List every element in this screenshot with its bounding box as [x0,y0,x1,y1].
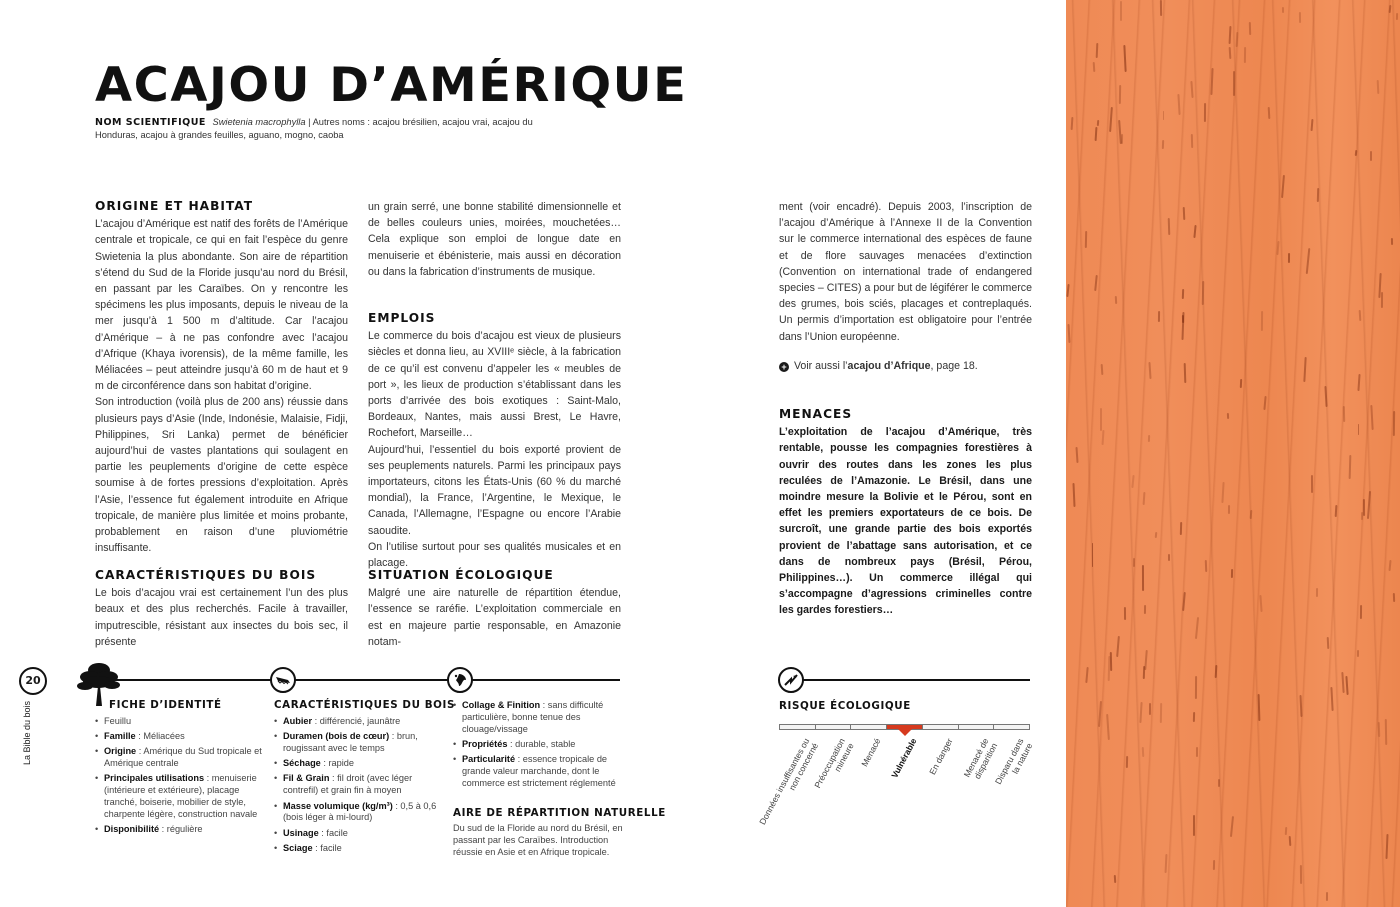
risk-segment [816,725,852,729]
wood-grain-streak [1195,617,1199,639]
section-heading-caracteristiques: CARACTÉRISTIQUES DU BOIS [95,568,317,582]
wood-grain-streak [1114,296,1116,305]
wood-grain-streak [1133,558,1135,567]
wood-grain-streak [1385,719,1387,745]
caracteristiques-box-heading: CARACTÉRISTIQUES DU BOIS [274,699,455,711]
see-also-target[interactable]: acajou d’Afrique [847,360,931,372]
wood-grain-streak [1345,676,1348,695]
wood-grain-streak [1143,605,1145,614]
wood-grain-streak [1142,565,1144,591]
wood-grain-streak [1391,238,1393,245]
wood-grain-streak [1377,80,1379,94]
wood-grain-streak [1106,714,1109,740]
risk-level-label: Disparu dans la nature [993,736,1035,786]
wood-grain-streak [1202,281,1204,305]
wood-grain-streak [1249,510,1251,519]
properties-list [453,700,633,790]
wood-grain-streak [1182,312,1185,340]
wood-grain-streak [1109,107,1112,132]
wood-grain-streak [1259,595,1262,612]
wood-grain-streak [1192,712,1194,722]
wood-grain-streak [1182,592,1185,611]
wood-grain-streak [1068,324,1071,343]
wood-grain-streak [1163,111,1165,120]
caracteristique-item: • Sciage : facile [274,843,444,855]
wood-grain-streak [1178,94,1181,115]
plus-circle-icon: + [779,362,789,372]
wood-grain-streak [1164,854,1166,873]
wood-grain-streak [1289,836,1291,846]
scientific-name-label: NOM SCIENTIFIQUE [95,117,206,128]
wood-grain-streak [1212,860,1214,870]
property-item: • Propriétés : durable, stable [453,739,633,751]
wood-grain-streak [1235,32,1237,47]
wood-grain-streak [1240,379,1242,388]
risk-segment [994,725,1029,729]
wood-grain-streak [1142,492,1144,505]
menaces-paragraph: L’exploitation de l’acajou d’Amérique, très rentable, pousse les compagnies forestières à ouvrir des routes dans les zones les plus reculées de l’Amazonie. Le Brésil, dans une moindre mesure la Bolivie et le Pérou, sont en effet les premiers exportateurs de ce bois. De surcroît, une grande partie des bois exportés provient de l’abattage sans autorisation, et ce dans de nombreux pays (Brésil, Pérou, Philippines…). Un commerce illégal qui s’accompagne d’agressions criminelles contre les gardes forestiers… [779,426,1032,617]
wood-grain-streak [1126,756,1128,768]
wood-grain-streak [1311,475,1313,493]
wood-grain-streak [1363,499,1365,516]
wood-grain-streak [1229,47,1231,59]
caracteristiques-list [274,716,444,855]
wood-grain-streak [1100,408,1102,431]
wood-grain-streak [1114,875,1116,883]
wood-grain-streak [1160,703,1162,723]
wood-grain-streak [1370,405,1373,430]
wood-grain-streak [1160,0,1162,16]
wood-grain-streak [1393,411,1395,436]
wood-grain-streak [1066,284,1069,297]
caracteristique-item: • Fil & Grain : fil droit (avec léger contrefil) et grain fin à moyen [274,773,444,797]
wood-grain-streak [1230,816,1234,837]
wood-grain-streak [1155,532,1157,538]
fiche-list [95,716,265,836]
wood-grain-streak [1357,650,1359,657]
column-1-lower [95,567,348,650]
wood-grain-streak [1281,175,1284,198]
wood-grain-streak [1311,119,1313,131]
wood-grain-streak [1395,13,1397,20]
wood-grain-streak [1191,81,1194,98]
wood-grain-streak [1267,107,1269,119]
wood-grain-streak [1227,413,1229,419]
origine-paragraph-1: L’acajou d’Amérique est natif des forêts de l’Amérique centrale et tropicale, ce qui en fait l’espèce du genre Swietenia la plus abondante. Son aire de répartition s’étend du Sud de la Floride jusqu’au nord du Brésil, en passant par les Caraïbes. On y rencontre les spécimens les plus imposants, depuis le niveau de la mer jusqu’à 1 500 m d’altitude. Car l’acajou d’Amérique – à ne pas confondre avec l’acajou d’Afrique (Khaya ivorensis), de la même famille, les Méliacées – peut atteindre jusqu’à 60 m de haut et 9 m de circonférence dans son habitat d’origine. [95,218,348,393]
wood-grain-streak [1285,827,1287,835]
wood-grain-streak [1348,455,1350,479]
wood-grain-streak [1070,117,1072,130]
risk-level-label: Menacé [859,736,883,769]
wood-grain-streak [1341,672,1344,693]
saw-blade-icon [270,667,296,693]
origine-paragraph-2: Son introduction (voilà plus de 200 ans) réussie dans plusieurs pays d’Asie (Inde, Indonésie, Malaisie, Fidji, Philippines, Sri Lanka) permet de bénéficier aujourd’hui de vastes plantations qui soulagent en partie les peuplements d’origine de cette espèce soumise à de fortes pressions d’exploitation. Après l’Asie, l’essence fut également introduite en Afrique tropicale, de manière plus limitée et moins probante, probablement en raison d’une pluviométrie insuffisante. [95,396,348,555]
risk-level-label: Menacé de disparition [961,736,999,781]
fiche-item: • Feuillu [95,716,265,728]
wood-grain-streak [1218,779,1220,787]
fiche-item: • Principales utilisations : menuiserie (intérieure et extérieure), placage tranché, boiserie, mobilier de style, charpente légère, construction navale [95,773,265,820]
wood-grain-streak [1385,834,1388,859]
wood-grain-streak [1221,482,1224,503]
wood-grain-streak [1144,650,1147,670]
wood-grain-streak [1179,522,1181,536]
wood-grain-streak [1276,241,1279,255]
wood-grain-streak [1316,588,1318,597]
wood-grain-streak [1325,386,1328,407]
wood-grain-streak [1183,363,1185,383]
wood-grain-streak [1393,593,1395,602]
wood-grain-streak [1370,151,1372,161]
section-heading-origine: ORIGINE ET HABITAT [95,199,254,213]
wood-grain-streak [1263,396,1266,410]
wood-grain-streak [1116,636,1119,657]
see-also-link[interactable]: + Voir aussi l’acajou d’Afrique, page 18. [779,360,978,372]
wood-grain-streak [1335,505,1337,518]
caracteristique-item: • Masse volumique (kg/m³) : 0,5 à 0,6 (bois léger à mi-lourd) [274,801,444,825]
risk-level-label: Vulnérable [889,736,919,780]
wood-grain-streak [1354,150,1356,156]
wood-grain-streak [1148,435,1150,443]
aire-text: Du sud de la Floride au nord du Brésil, en passant par les Caraïbes. Introduction réussie en Asie et en Afrique tropicale. [453,823,623,857]
wood-grain-streak [1231,569,1233,578]
risk-pointer-icon [898,729,912,736]
wood-grain-streak [1118,120,1121,144]
wood-grain-streak [1211,68,1214,95]
caracteristique-item: • Séchage : rapide [274,758,444,770]
wood-grain-streak [1140,702,1143,723]
wood-grain-streak [1215,665,1217,678]
section-heading-menaces: MENACES [779,407,853,421]
wood-grain-streak [1120,1,1122,21]
wood-grain-streak [1342,406,1344,422]
wood-grain-streak [1085,667,1088,683]
wood-grain-streak [1258,694,1260,721]
wood-grain-streak [1229,26,1231,44]
risk-heading: RISQUE ÉCOLOGIQUE [779,700,911,712]
lightning-icon [778,667,804,693]
wood-grain-streak [1326,892,1328,901]
wood-grain-streak [1205,560,1207,572]
situation-paragraph-part-1: Malgré une aire naturelle de répartition étendue, l’essence se raréfie. L’exploitation commerciale en est en majeure partie responsable, en Amazonie notam- [368,587,621,648]
situation-paragraph-part-2: ment (voir encadré). Depuis 2003, l’inscription de l’acajou d’Amérique à l’Annexe II de la Convention sur le commerce international des espèces de faune et de flore sauvages menacées d’extinction (Convention on international trade of endangered species – CITES) a pour but de légiférer le commerce des grumes, bois sciés, placages et contreplaqués. Un permis d’importation est obligatoire pour l’entrée dans l’Union européenne. [779,201,1032,343]
wood-grain-streak [1085,231,1087,248]
caracteristique-item: • Usinage : facile [274,828,444,840]
wood-grain-streak [1244,47,1246,63]
wood-grain-streak [1102,430,1104,445]
wood-grain-streak [1300,865,1302,884]
aire-heading: AIRE DE RÉPARTITION NATURELLE [453,807,666,819]
wood-grain-streak [1233,71,1235,96]
wood-grain-streak [1168,218,1170,236]
wood-grain-streak [1098,701,1101,727]
caracteristiques-paragraph-part-2: un grain serré, une bonne stabilité dimensionnelle et de belles couleurs unies, moirées, mouchetées… Cela explique son emploi de longue date en menuiserie et ébénisterie, mais aussi en décoration ou dans la fabrication d’instruments de musique. [368,201,621,278]
wood-grain-streak [1097,120,1099,126]
fiche-identite-box [95,700,265,839]
emplois-paragraph-2: Aujourd’hui, l’essentiel du bois exporté provient de ses peuplements naturels. Parmi les principaux pays importateurs, citons les États-Unis (60 % du marché mondial), la France, l’Argentine, le Mexique, le Canada, l’Allemagne, l’Espagne ou encore l’Arabie saoudite. [368,443,621,537]
wood-grain-streak [1100,364,1102,375]
wood-grain-streak [1299,695,1302,717]
wood-sample-image [1066,0,1400,907]
fiche-item: • Disponibilité : régulière [95,824,265,836]
properties-box [453,700,633,793]
globe-icon [447,667,473,693]
wood-grain-streak [1330,687,1333,711]
wood-grain-streak [1360,605,1362,619]
wood-grain-streak [1388,560,1391,572]
fiche-heading: FICHE D’IDENTITÉ [109,699,222,711]
column-2 [368,199,621,280]
wood-grain-streak [1381,292,1383,308]
scientific-name-line [95,116,565,142]
risk-segment [923,725,959,729]
aire-repartition-box [453,807,666,858]
wood-grain-streak [1204,103,1206,122]
wood-grain-streak [1358,374,1361,391]
wood-grain-streak [1193,225,1196,238]
wood-grain-streak [1249,22,1251,35]
column-2-emplois [368,310,621,571]
wood-grain-streak [1110,652,1112,671]
wood-grain-streak [1303,357,1306,382]
property-item: • Collage & Finition : sans difficulté particulière, bonne tenue des clouage/vissage [453,700,633,735]
wood-grain-streak [1119,85,1121,104]
wood-grain-streak [1193,815,1195,836]
wood-grain-streak [1228,505,1230,514]
wood-grain-streak [1299,12,1301,23]
scientific-name: Swietenia macrophylla [212,117,306,127]
bottom-divider-left [100,679,620,681]
risk-level-label: En danger [926,736,955,777]
property-item: • Particularité : essence tropicale de grande valeur marchande, dont le commerce est strictement réglementé [453,754,633,789]
wood-grain-streak [1095,43,1097,58]
wood-grain-streak [1317,188,1319,202]
wood-grain-streak [1148,362,1151,379]
wood-grain-streak [1261,311,1263,331]
menaces-box [779,406,1032,619]
other-names: | Autres noms : acajou brésilien, acajou vrai, acajou du Honduras, acajou à grandes feuilles, aguano, mogno, caoba [95,117,533,140]
column-1 [95,198,348,556]
wood-grain-streak [1367,491,1371,519]
wood-grain-streak [1288,253,1290,263]
page-number-badge: 20 [19,667,47,695]
risk-segment [851,725,887,729]
risk-scale-labels [756,733,1035,827]
wood-grain-streak [1142,747,1144,757]
wood-grain-streak [1158,311,1160,322]
emplois-paragraph-1: Le commerce du bois d’acajou est vieux de plusieurs siècles et donna lieu, au XVIIIᵉ siècle, à la fabrication de ce qu’il est convenu d’appeler les « meubles de port », les lieux de production s’établissant dans les ports d’arrivée des bois exotiques : Saint-Malo, Bordeaux, Nantes, mais aussi Brest, Le Havre, Rochefort, Marseille… [368,330,621,440]
wood-grain-streak [1131,475,1134,488]
wood-grain-streak [1306,248,1310,274]
wood-grain-streak [1195,676,1197,699]
risk-segment [780,725,816,729]
wood-grain-streak [1378,722,1380,737]
wood-grain-streak [1094,275,1097,291]
wood-grain-streak [1149,703,1151,715]
caracteristique-item: • Duramen (bois de cœur) : brun, rougissant avec le temps [274,731,444,755]
wood-grain-streak [1359,310,1361,322]
wood-grain-streak [1124,607,1126,620]
fiche-item: • Origine : Amérique du Sud tropicale et Amérique centrale [95,746,265,770]
fiche-item: • Famille : Méliacées [95,731,265,743]
wood-grain-streak [1282,7,1284,13]
wood-grain-streak [1389,5,1391,13]
section-heading-situation: SITUATION ÉCOLOGIQUE [368,568,554,582]
wood-grain-streak [1358,424,1360,435]
wood-grain-streak [1123,45,1126,72]
page-title: ACAJOU D’AMÉRIQUE [95,58,688,113]
risk-segment [959,725,995,729]
wood-grain-streak [1182,289,1184,299]
risk-level-label: Préoccupation mineure [812,736,856,790]
section-heading-emplois: EMPLOIS [368,311,436,325]
wood-grain-streak [1183,207,1185,220]
column-2-situation [368,567,621,650]
caracteristique-item: • Aubier : différencié, jaunâtre [274,716,444,728]
wood-grain-streak [1075,447,1078,463]
book-title-vertical: La Bible du bois [22,700,32,765]
caracteristiques-box [274,699,455,858]
column-3 [779,199,1032,345]
wood-grain-streak [1196,747,1198,757]
wood-grain-streak [1162,140,1164,149]
caracteristiques-paragraph-part-1: Le bois d’acajou vrai est certainement l’un des plus beaux et des plus recherchés. Facile à travailler, imputrescible, résistant aux insectes du bois sec, il présente [95,587,348,648]
risk-level-label: Données insuffisantes ou non concerné [756,736,820,827]
wood-grain-streak [1094,127,1096,141]
wood-grain-streak [1168,554,1170,561]
wood-grain-streak [1072,483,1075,507]
wood-grain-streak [1326,637,1328,649]
wood-grain-streak [1191,134,1193,148]
emplois-paragraph-3: On l’utilise surtout pour ses qualités musicales et en placage. [368,540,621,570]
wood-grain-streak [1092,543,1094,567]
wood-grain-streak [1093,61,1095,71]
bottom-divider-right [790,679,1030,681]
